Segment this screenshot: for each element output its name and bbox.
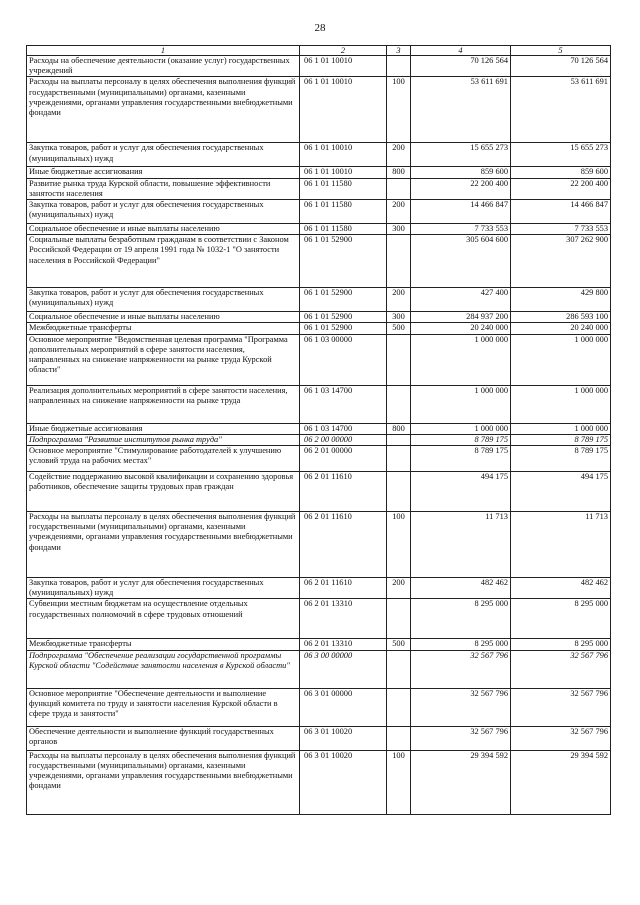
table-row [27,434,611,445]
table-row [27,512,611,578]
row-value-1-cell: 8 295 000 [411,599,511,639]
row-value-2-cell: 494 175 [511,472,611,512]
row-value-1-cell: 482 462 [411,578,511,599]
row-code-cell: 06 3 00 00000 [300,650,387,688]
row-code-cell: 06 3 01 10020 [300,750,387,814]
col-header-value-2: 5 [511,46,611,56]
table-header-row [27,46,611,56]
row-value-2-cell: 15 655 273 [511,143,611,167]
table-row [27,578,611,599]
row-type-cell: 500 [387,639,411,650]
row-value-1-cell: 70 126 564 [411,56,511,77]
row-type-cell: 200 [387,143,411,167]
row-value-1-cell: 8 789 175 [411,434,511,445]
table-row [27,224,611,235]
row-name-cell: Межбюджетные трансферты [27,639,300,650]
row-code-cell: 06 1 01 11580 [300,224,387,235]
table-row [27,235,611,288]
row-code-cell: 06 2 01 00000 [300,446,387,472]
row-code-cell: 06 2 01 11610 [300,472,387,512]
row-code-cell: 06 2 01 13310 [300,639,387,650]
row-type-cell: 300 [387,224,411,235]
row-value-1-cell: 14 466 847 [411,200,511,224]
row-code-cell: 06 1 01 52900 [300,312,387,323]
row-name-cell: Закупка товаров, работ и услуг для обеспечения государственных (муниципальных) нужд [27,288,300,312]
row-type-cell [387,56,411,77]
row-name-cell: Расходы на обеспечение деятельности (оказание услуг) государственных учреждений [27,56,300,77]
row-value-1-cell: 284 937 200 [411,312,511,323]
row-value-1-cell: 8 789 175 [411,446,511,472]
row-name-cell: Иные бюджетные ассигнования [27,167,300,178]
table-row [27,200,611,224]
table-row [27,334,611,385]
row-name-cell: Социальное обеспечение и иные выплаты населению [27,224,300,235]
row-value-1-cell: 32 567 796 [411,688,511,726]
row-type-cell [387,178,411,199]
row-value-2-cell: 32 567 796 [511,726,611,750]
row-value-1-cell: 8 295 000 [411,639,511,650]
row-code-cell: 06 2 01 11610 [300,512,387,578]
row-value-1-cell: 305 604 600 [411,235,511,288]
row-type-cell: 200 [387,578,411,599]
row-value-2-cell: 8 295 000 [511,639,611,650]
row-code-cell: 06 1 01 52900 [300,235,387,288]
budget-table [26,45,611,815]
row-value-2-cell: 7 733 553 [511,224,611,235]
row-name-cell: Субвенции местным бюджетам на осуществление отдельных государственных полномочий в сфере трудовых отношений [27,599,300,639]
row-code-cell: 06 3 01 00000 [300,688,387,726]
table-row [27,178,611,199]
row-value-2-cell: 11 713 [511,512,611,578]
table-row [27,750,611,814]
row-type-cell [387,434,411,445]
table-row [27,423,611,434]
row-value-2-cell: 70 126 564 [511,56,611,77]
row-name-cell: Расходы на выплаты персоналу в целях обеспечения выполнения функций государственными (муниципальными) органами, казенными учреждениями, органами управления государственными внебюджетными фондами [27,77,300,143]
row-value-2-cell: 1 000 000 [511,385,611,423]
row-value-1-cell: 53 611 691 [411,77,511,143]
row-type-cell: 100 [387,512,411,578]
row-code-cell: 06 1 01 10010 [300,56,387,77]
row-value-2-cell: 482 462 [511,578,611,599]
row-type-cell [387,385,411,423]
row-type-cell [387,235,411,288]
row-type-cell [387,599,411,639]
row-code-cell: 06 1 01 10010 [300,77,387,143]
row-value-2-cell: 1 000 000 [511,334,611,385]
table-row [27,167,611,178]
row-name-cell: Закупка товаров, работ и услуг для обеспечения государственных (муниципальных) нужд [27,143,300,167]
row-type-cell: 300 [387,312,411,323]
row-value-1-cell: 1 000 000 [411,385,511,423]
row-name-cell: Подпрограмма "Развитие институтов рынка труда" [27,434,300,445]
row-value-2-cell: 286 593 100 [511,312,611,323]
table-row [27,143,611,167]
row-type-cell: 200 [387,288,411,312]
row-value-2-cell: 1 000 000 [511,423,611,434]
row-value-1-cell: 11 713 [411,512,511,578]
row-type-cell: 800 [387,167,411,178]
row-value-1-cell: 7 733 553 [411,224,511,235]
row-value-1-cell: 427 400 [411,288,511,312]
row-code-cell: 06 1 03 14700 [300,423,387,434]
table-row [27,639,611,650]
row-name-cell: Обеспечение деятельности и выполнение функций государственных органов [27,726,300,750]
row-code-cell: 06 1 01 11580 [300,178,387,199]
row-value-2-cell: 29 394 592 [511,750,611,814]
row-code-cell: 06 3 01 10020 [300,726,387,750]
row-type-cell: 100 [387,77,411,143]
table-body [27,56,611,815]
row-code-cell: 06 1 01 52900 [300,323,387,334]
row-value-1-cell: 15 655 273 [411,143,511,167]
row-value-2-cell: 32 567 796 [511,650,611,688]
row-code-cell: 06 2 01 13310 [300,599,387,639]
row-value-1-cell: 494 175 [411,472,511,512]
row-value-1-cell: 32 567 796 [411,726,511,750]
col-header-code: 2 [300,46,387,56]
row-name-cell: Межбюджетные трансферты [27,323,300,334]
table-row [27,77,611,143]
row-name-cell: Закупка товаров, работ и услуг для обеспечения государственных (муниципальных) нужд [27,578,300,599]
row-name-cell: Основное мероприятие "Обеспечение деятельности и выполнение функций комитета по труду и занятости населения Курской области в сфере труда и занятости" [27,688,300,726]
row-value-2-cell: 8 295 000 [511,599,611,639]
row-value-2-cell: 14 466 847 [511,200,611,224]
row-value-2-cell: 32 567 796 [511,688,611,726]
table-row [27,650,611,688]
row-name-cell: Расходы на выплаты персоналу в целях обеспечения выполнения функций государственными (муниципальными) органами, казенными учреждениями, органами управления государственными внебюджетными фондами [27,512,300,578]
row-code-cell: 06 2 00 00000 [300,434,387,445]
row-value-1-cell: 20 240 000 [411,323,511,334]
row-type-cell [387,446,411,472]
row-name-cell: Иные бюджетные ассигнования [27,423,300,434]
row-type-cell [387,726,411,750]
row-type-cell: 800 [387,423,411,434]
table-row [27,599,611,639]
row-name-cell: Реализация дополнительных мероприятий в сфере занятости населения, направленных на снижение напряженности на рынке труда [27,385,300,423]
row-code-cell: 06 1 01 52900 [300,288,387,312]
row-value-2-cell: 8 789 175 [511,446,611,472]
row-name-cell: Подпрограмма "Обеспечение реализации государственной программы Курской области "Содействие занятости населения в Курской области" [27,650,300,688]
row-value-2-cell: 429 800 [511,288,611,312]
row-type-cell: 200 [387,200,411,224]
table-row [27,288,611,312]
row-value-1-cell: 1 000 000 [411,423,511,434]
row-name-cell: Развитие рынка труда Курской области, повышение эффективности занятости населения [27,178,300,199]
page-number: 28 [314,22,326,34]
row-value-2-cell: 8 789 175 [511,434,611,445]
row-value-2-cell: 53 611 691 [511,77,611,143]
row-type-cell [387,334,411,385]
row-value-2-cell: 22 200 400 [511,178,611,199]
row-code-cell: 06 1 01 10010 [300,167,387,178]
row-name-cell: Основное мероприятие "Стимулирование работодателей к улучшению условий труда на рабочих местах" [27,446,300,472]
row-code-cell: 06 1 01 10010 [300,143,387,167]
table-row [27,312,611,323]
row-value-1-cell: 1 000 000 [411,334,511,385]
col-header-type: 3 [387,46,411,56]
row-type-cell [387,472,411,512]
row-value-2-cell: 307 262 900 [511,235,611,288]
col-header-value-1: 4 [411,46,511,56]
row-type-cell: 500 [387,323,411,334]
row-code-cell: 06 1 03 14700 [300,385,387,423]
table-row [27,472,611,512]
row-type-cell: 100 [387,750,411,814]
row-name-cell: Социальные выплаты безработным гражданам в соответствии с Законом Российской Федерации от 19 апреля 1991 года № 1032-1 "О занятости населения в Российской Федерации" [27,235,300,288]
row-value-1-cell: 32 567 796 [411,650,511,688]
row-code-cell: 06 1 03 00000 [300,334,387,385]
table-row [27,446,611,472]
row-name-cell: Основное мероприятие "Ведомственная целевая программа "Программа дополнительных мероприятий в сфере занятости населения, направленных на снижение напряженности на рынке труда Курской области" [27,334,300,385]
row-value-1-cell: 29 394 592 [411,750,511,814]
row-value-1-cell: 22 200 400 [411,178,511,199]
row-name-cell: Социальное обеспечение и иные выплаты населению [27,312,300,323]
row-code-cell: 06 2 01 11610 [300,578,387,599]
row-name-cell: Закупка товаров, работ и услуг для обеспечения государственных (муниципальных) нужд [27,200,300,224]
row-value-2-cell: 20 240 000 [511,323,611,334]
row-name-cell: Расходы на выплаты персоналу в целях обеспечения выполнения функций государственными (муниципальными) органами, казенными учреждениями, органами управления государственными внебюджетными фондами [27,750,300,814]
table-row [27,688,611,726]
table-row [27,323,611,334]
row-type-cell [387,688,411,726]
table-row [27,385,611,423]
row-code-cell: 06 1 01 11580 [300,200,387,224]
row-value-2-cell: 859 600 [511,167,611,178]
table-row [27,56,611,77]
table-row [27,726,611,750]
row-name-cell: Содействие поддержанию высокой квалификации и сохранению здоровья работников, обеспечение защиты трудовых прав граждан [27,472,300,512]
col-header-name: 1 [27,46,300,56]
row-type-cell [387,650,411,688]
row-value-1-cell: 859 600 [411,167,511,178]
